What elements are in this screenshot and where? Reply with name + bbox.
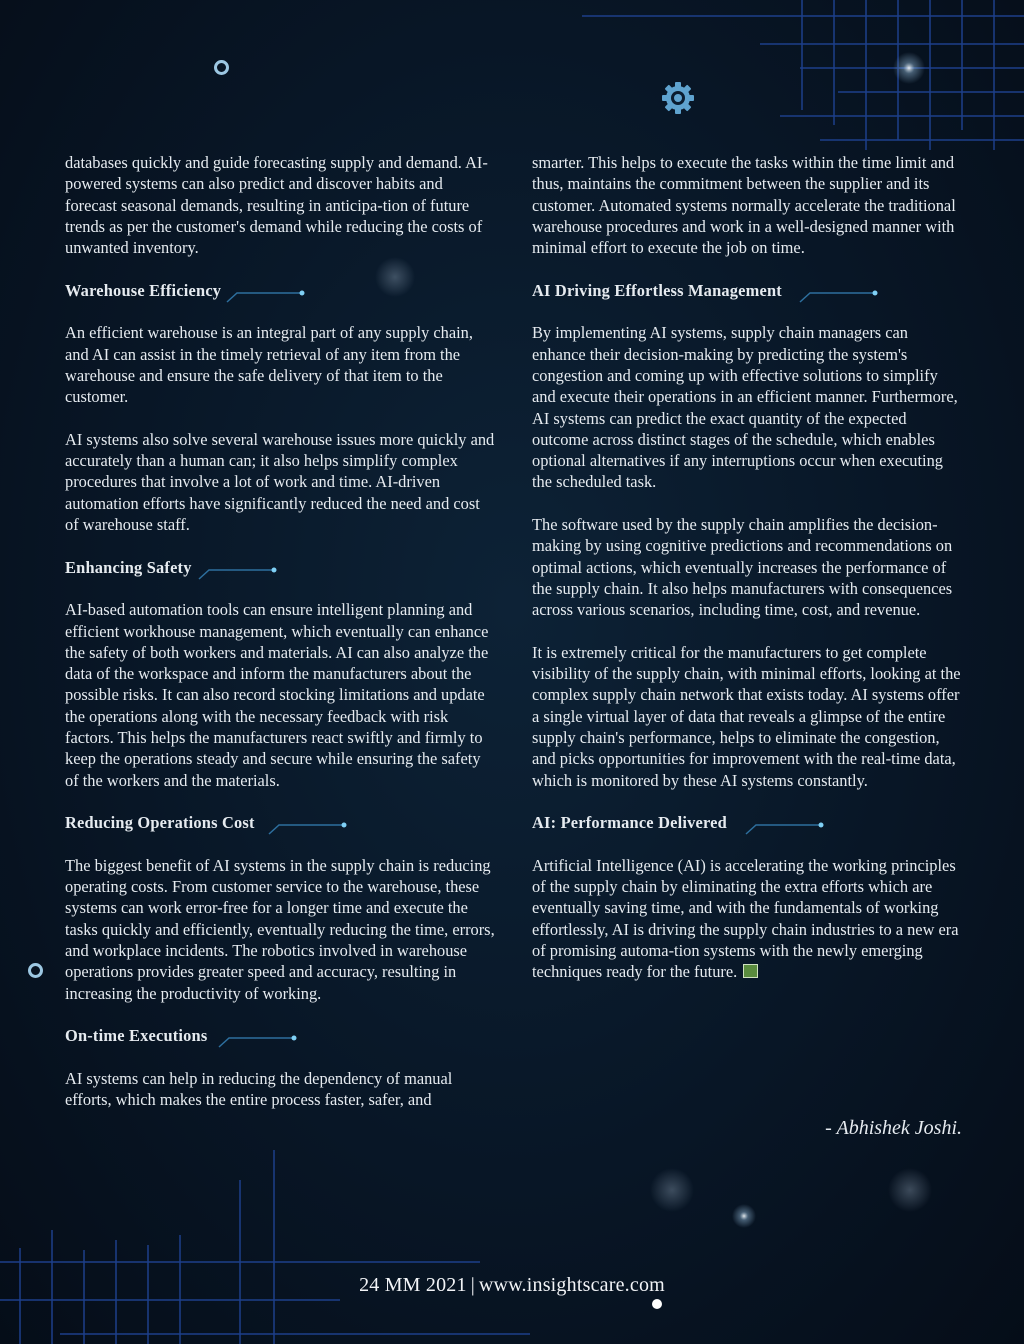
heading-accent-line (227, 280, 367, 302)
section-heading-text: Reducing Operations Cost (65, 813, 255, 833)
paragraph: The biggest benefit of AI systems in the supply chain is reducing operating costs. From customer service to the warehouse, these systems can work error-free for a longer time and execute the tasks quickly and efficiently, eventually reducing the time, errors, and workplace incidents. The robotics involved in warehouse operations provides greater speed and accuracy, resulting in increasing the productivity of working. (65, 855, 495, 1003)
paragraph: By implementing AI systems, supply chain managers can enhance their decision-making by predicting the system's congestion and coming up with effective solutions to simplify and execute their operations in an efficient manner. Furthermore, AI systems can predict the exact quantity of the expected outcome across distinct stages of the schedule, which enables optional alternatives if any interruptions occur when executing the scheduled task. (532, 323, 958, 492)
footer-separator: | (470, 1274, 475, 1296)
heading-accent-line (269, 812, 409, 834)
decorative-ring-top (214, 60, 229, 75)
page-number: 24 (359, 1274, 380, 1296)
decorative-ring-left (28, 963, 43, 978)
right-intro-paragraph: smarter. This helps to execute the tasks within the time limit and thus, maintains the commitment between the supplier and its customer. Automated systems normally accelerate the traditional warehouse procedures and work in a well-designed manner with minimal effort to execute the job on time. (532, 153, 956, 258)
section-heading-on-time-executions (65, 1025, 495, 1046)
section-heading-reducing-operations-cost (65, 812, 495, 833)
paragraph: AI systems can help in reducing the dependency of manual efforts, which makes the entire process faster, safer, and (65, 1068, 453, 1110)
page-footer (0, 1274, 1024, 1297)
section-heading-ai-performance-delivered (532, 812, 962, 833)
section-heading-text: Enhancing Safety (65, 557, 192, 577)
heading-accent-line (199, 557, 339, 579)
author-signature: - Abhishek Joshi. (825, 1117, 962, 1139)
right-column (532, 152, 962, 983)
left-intro-paragraph: databases quickly and guide forecasting supply and demand. AI-powered systems can also predict and discover habits and forecast seasonal demands, resulting in anticipa-tion of future trends as per the customer's demand while reducing the costs of unwanted inventory. (65, 153, 488, 258)
heading-accent-line (219, 1025, 359, 1047)
left-column (65, 152, 495, 1110)
circuit-grid-bottom-left (0, 1150, 530, 1344)
issue-month: MM (384, 1274, 421, 1296)
gear-icon (662, 82, 694, 114)
paragraph: AI-based automation tools can ensure intelligent planning and efficient workhouse management, which eventually can enhance the safety of both workers and materials. AI can also analyze the data of the workspace and inform the manufacturers about the possible risks. It can also record stocking limitations and update the operations along with the necessary feedback with risk factors. This helps the manufacturers react swiftly and firmly to keep the operations steady and secure while ensuring the safety of the workers and the materials. (65, 600, 489, 790)
end-mark-icon (743, 964, 758, 978)
paragraph: An efficient warehouse is an integral part of any supply chain, and AI can assist in the timely retrieval of any item from the warehouse and ensure the safe delivery of that item to the customer. (65, 323, 473, 407)
section-heading-text: On-time Executions (65, 1026, 208, 1046)
circuit-grid-top-right (582, 0, 1024, 150)
section-heading-text: AI Driving Effortless Management (532, 280, 782, 300)
paragraph: AI systems also solve several warehouse issues more quickly and accurately than a human can; it also helps simplify complex procedures that involve a lot of work and time. AI-driven automation efforts have significantly reduced the need and cost of warehouse staff. (65, 429, 495, 535)
section-heading-enhancing-safety (65, 557, 495, 578)
heading-accent-line (746, 812, 886, 834)
section-heading-ai-driving-effortless-management (532, 280, 962, 301)
section-heading-warehouse-efficiency (65, 280, 495, 301)
section-heading-text: AI: Performance Delivered (532, 813, 727, 833)
heading-accent-line (800, 280, 940, 302)
website-link[interactable]: www.insightscare.com (478, 1274, 665, 1296)
paragraph: The software used by the supply chain amplifies the decision-making by using cognitive predictions and recommendations on optimal actions, which eventually increases the performance of the supply chain. It also helps manufacturers with consequences across various scenarios, including time, cost, and revenue. (532, 515, 953, 620)
paragraph: Artificial Intelligence (AI) is accelerating the working principles of the supply chain by eliminating the extra efforts which are eventually saving time, and with the fundamentals of working effortlessly, AI is driving the supply chain industries to a new era of promising automa-tion systems with the newly emerging techniques ready for the future. (532, 855, 959, 982)
decorative-dot-bottom (652, 1299, 662, 1309)
issue-year: 2021 (425, 1274, 467, 1296)
paragraph: It is extremely critical for the manufacturers to get complete visibility of the supply chain, with minimal efforts, looking at the complex supply chain network that exists today. AI systems offer a single virtual layer of data that reveals a glimpse of the entire supply chain's performance, helps to eliminate the congestion, and picks opportunities for improvement with the real-time data, which is monitored by these AI systems constantly. (532, 642, 961, 790)
paragraph-with-end-mark (532, 855, 962, 983)
section-heading-text: Warehouse Efficiency (65, 280, 222, 300)
